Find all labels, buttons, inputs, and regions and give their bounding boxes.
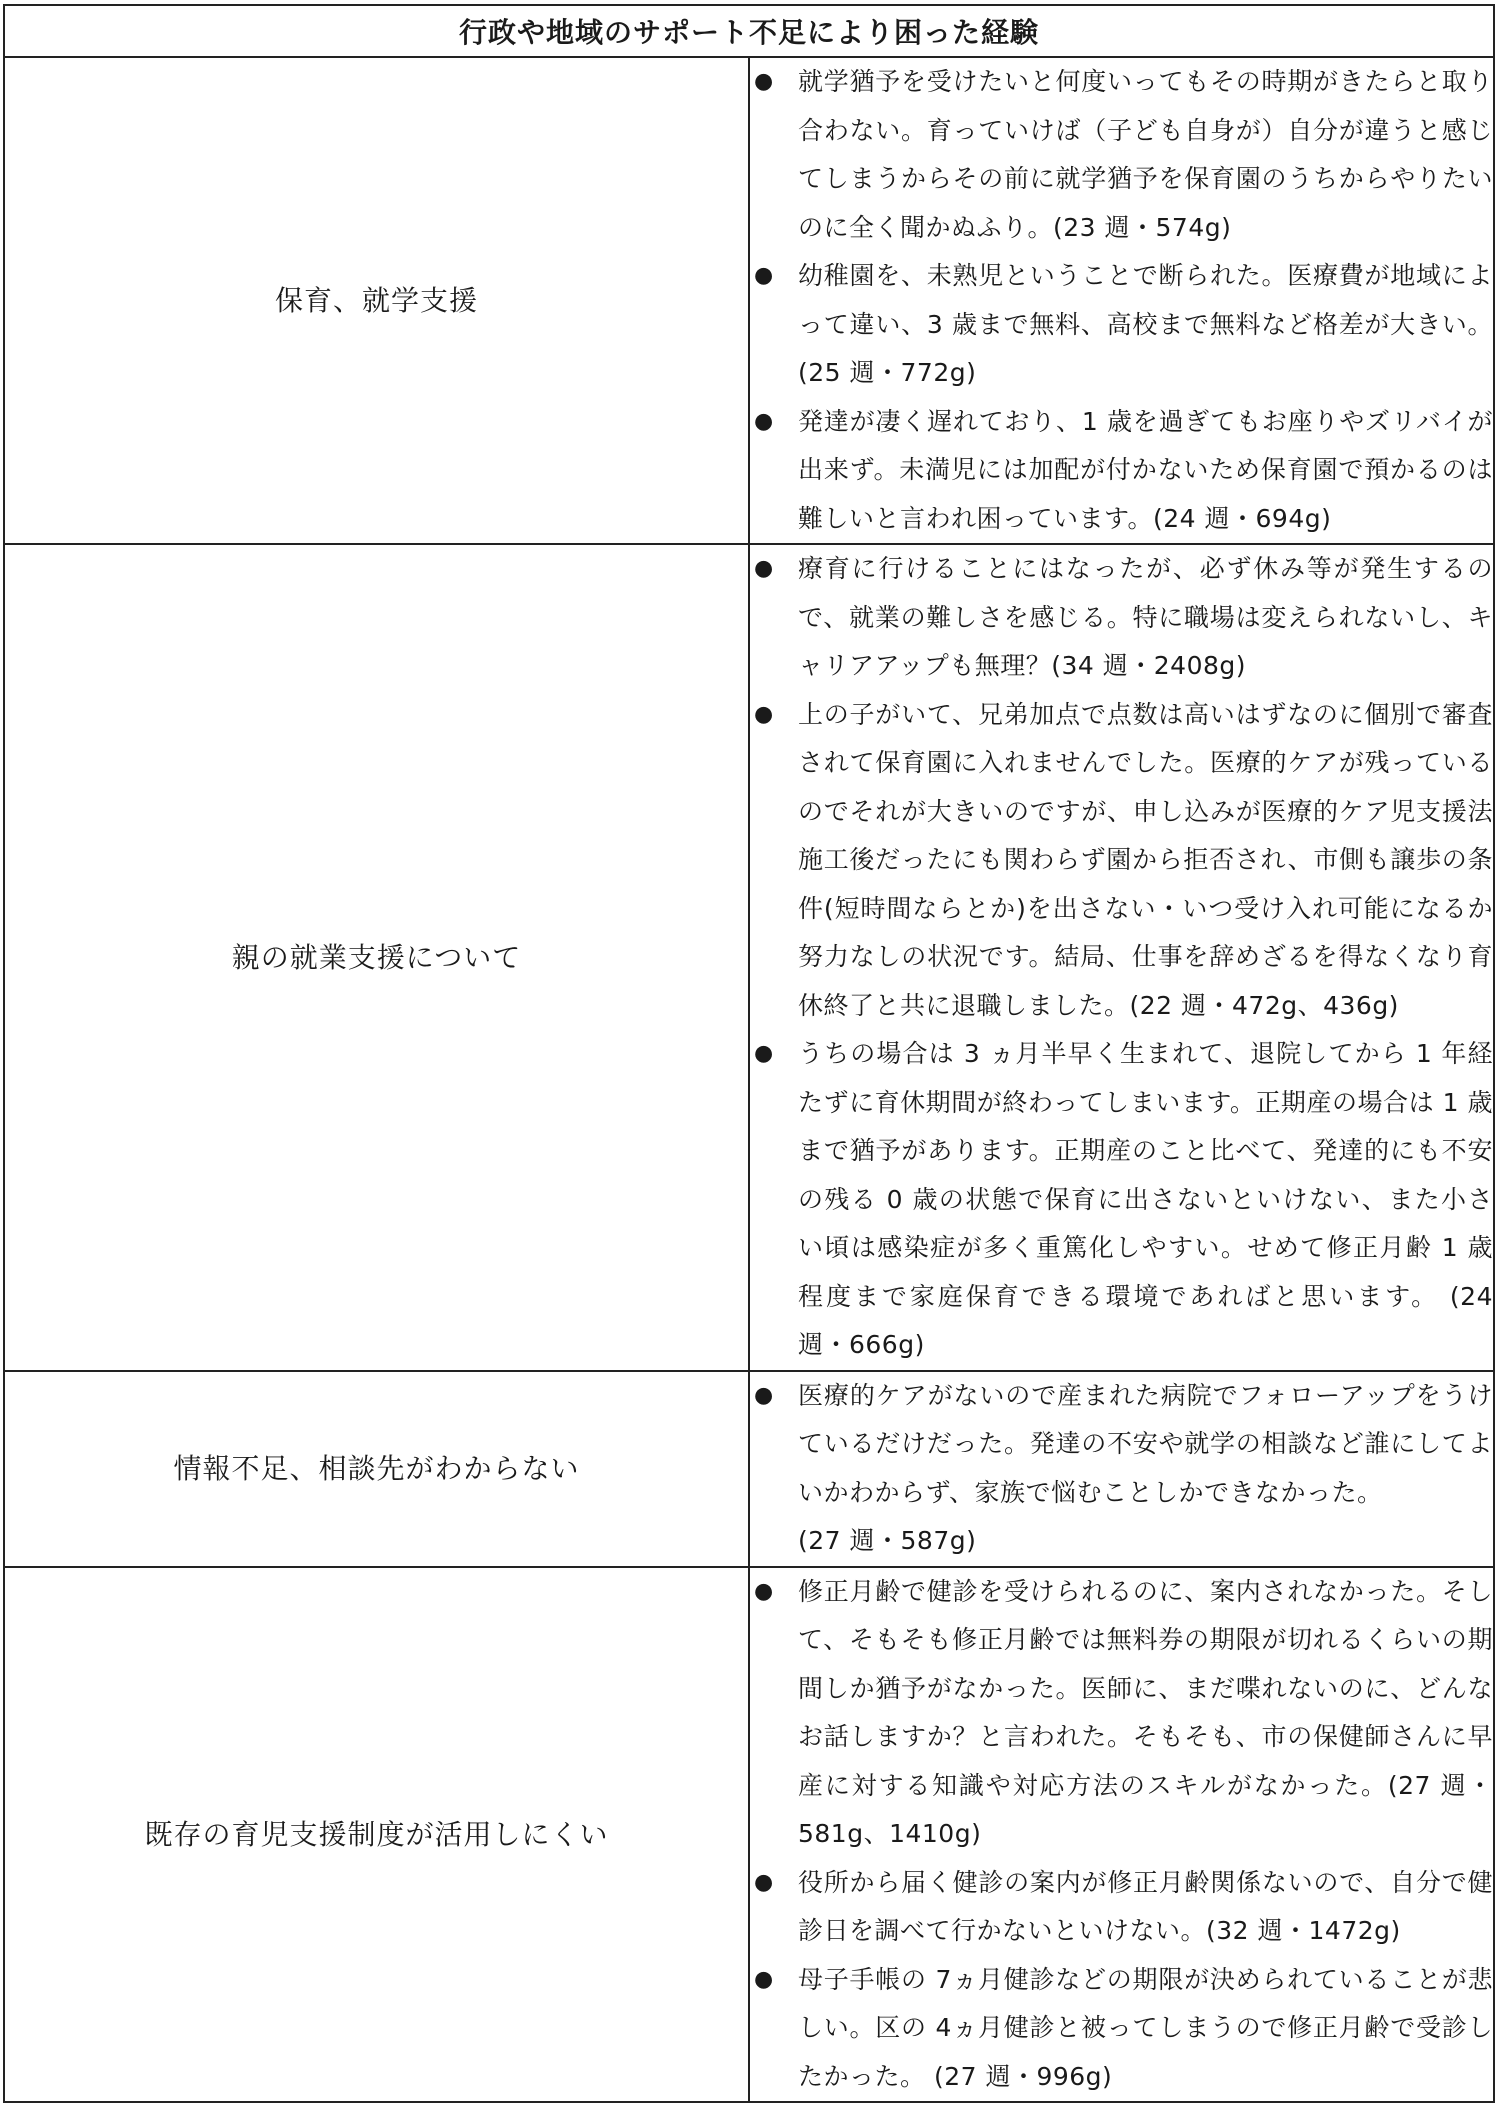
bullet-icon: ●	[754, 1041, 774, 1066]
bullet-icon: ●	[754, 556, 774, 581]
list-item	[750, 1956, 1493, 2102]
bullet-icon: ●	[754, 1578, 774, 1604]
item-text: 発達が凄く遅れており、1 歳を過ぎてもお座りやズリバイが出来ず。未満児には加配が付かないため保育園で預かるのは難しいと言われ困っています。(24 週・694g)	[798, 406, 1493, 533]
category-cell: 親の就業支援について	[4, 544, 749, 1371]
bullet-icon: ●	[754, 69, 774, 94]
bullet-icon: ●	[754, 1382, 774, 1408]
list-item	[750, 1568, 1493, 1859]
table-row	[4, 1567, 1494, 2103]
bullet-icon: ●	[754, 408, 774, 434]
item-text: 母子手帳の 7ヵ月健診などの期限が決められていることが悲しい。区の 4ヵ月健診と被ってしまうので修正月齢で受診したかった。 (27 週・996g)	[798, 1964, 1493, 2091]
list-item	[750, 58, 1493, 252]
item-text: 上の子がいて、兄弟加点で点数は高いはずなのに個別で審査されて保育園に入れませんでした。医療的ケアが残っているのでそれが大きいのですが、申し込みが医療的ケア児支援法施工後だったにも関わらず園から拒否され、市側も譲歩の条件(短時間ならとか)を出さない・いつ受け入れ可能になるか努力なしの状況です。結局、仕事を辞めざるを得なくなり育休終了と共に退職しました。(22 週・472g、436g)	[798, 699, 1493, 1020]
table-row	[4, 544, 1494, 1371]
table-row	[4, 57, 1494, 544]
list-item	[750, 398, 1493, 544]
list-item	[750, 1859, 1493, 1956]
support-experience-table	[3, 4, 1495, 2103]
items-cell	[749, 544, 1494, 1371]
list-item	[750, 1372, 1493, 1566]
item-text: 役所から届く健診の案内が修正月齢関係ないので、自分で健診日を調べて行かないといけない。(32 週・1472g)	[798, 1867, 1493, 1945]
item-text: うちの場合は 3 ヵ月半早く生まれて、退院してから 1 年経たずに育休期間が終わってしまいます。正期産の場合は 1 歳まで猶予があります。正期産のこと比べて、発達的にも不安の残る 0 歳の状態で保育に出さないといけない、また小さい頃は感染症が多く重篤化しやすい。せめて修正月齢 1 歳程度まで家庭保育できる環境であればと思います。 (24 週・666g)	[798, 1039, 1493, 1359]
experience-list	[750, 1568, 1493, 2102]
item-text: 幼稚園を、未熟児ということで断られた。医療費が地域によって違い、3 歳まで無料、高校まで無料など格差が大きい。(25 週・772g)	[798, 261, 1493, 387]
list-item	[750, 252, 1493, 398]
bullet-icon: ●	[754, 701, 774, 727]
bullet-icon: ●	[754, 263, 774, 288]
list-item	[750, 691, 1493, 1031]
category-cell: 保育、就学支援	[4, 57, 749, 544]
table-row	[4, 1371, 1494, 1567]
items-cell	[749, 1567, 1494, 2103]
category-cell: 情報不足、相談先がわからない	[4, 1371, 749, 1567]
item-text: 医療的ケアがないので産まれた病院でフォローアップをうけているだけだった。発達の不安や就学の相談など誰にしてよいかわからず、家族で悩むことしかできなかった。 (27 週・587g)	[798, 1380, 1493, 1555]
experience-list	[750, 58, 1493, 543]
bullet-icon: ●	[754, 1966, 774, 1992]
item-text: 就学猶予を受けたいと何度いってもその時期がきたらと取り合わない。育っていけば（子ども自身が）自分が違うと感じてしまうからその前に就学猶予を保育園のうちからやりたいのに全く聞かぬふり。(23 週・574g)	[798, 67, 1493, 242]
items-cell	[749, 1371, 1494, 1567]
category-cell: 既存の育児支援制度が活用しにくい	[4, 1567, 749, 2103]
experience-list	[750, 545, 1493, 1370]
bullet-icon: ●	[754, 1869, 774, 1895]
item-text: 療育に行けることにはなったが、必ず休み等が発生するので、就業の難しさを感じる。特に職場は変えられないし、キャリアアップも無理？(34 週・2408g)	[798, 554, 1493, 680]
items-cell	[749, 57, 1494, 544]
experience-list	[750, 1372, 1493, 1566]
table-title: 行政や地域のサポート不足により困った経験	[4, 5, 1494, 57]
list-item	[750, 545, 1493, 691]
item-text: 修正月齢で健診を受けられるのに、案内されなかった。そして、そもそも修正月齢では無料券の期限が切れるくらいの期間しか猶予がなかった。医師に、まだ喋れないのに、どんなお話しますか？と言われた。そもそも、市の保健師さんに早産に対する知識や対応方法のスキルがなかった。(27 週・581g、1410g)	[798, 1576, 1493, 1848]
list-item	[750, 1030, 1493, 1370]
